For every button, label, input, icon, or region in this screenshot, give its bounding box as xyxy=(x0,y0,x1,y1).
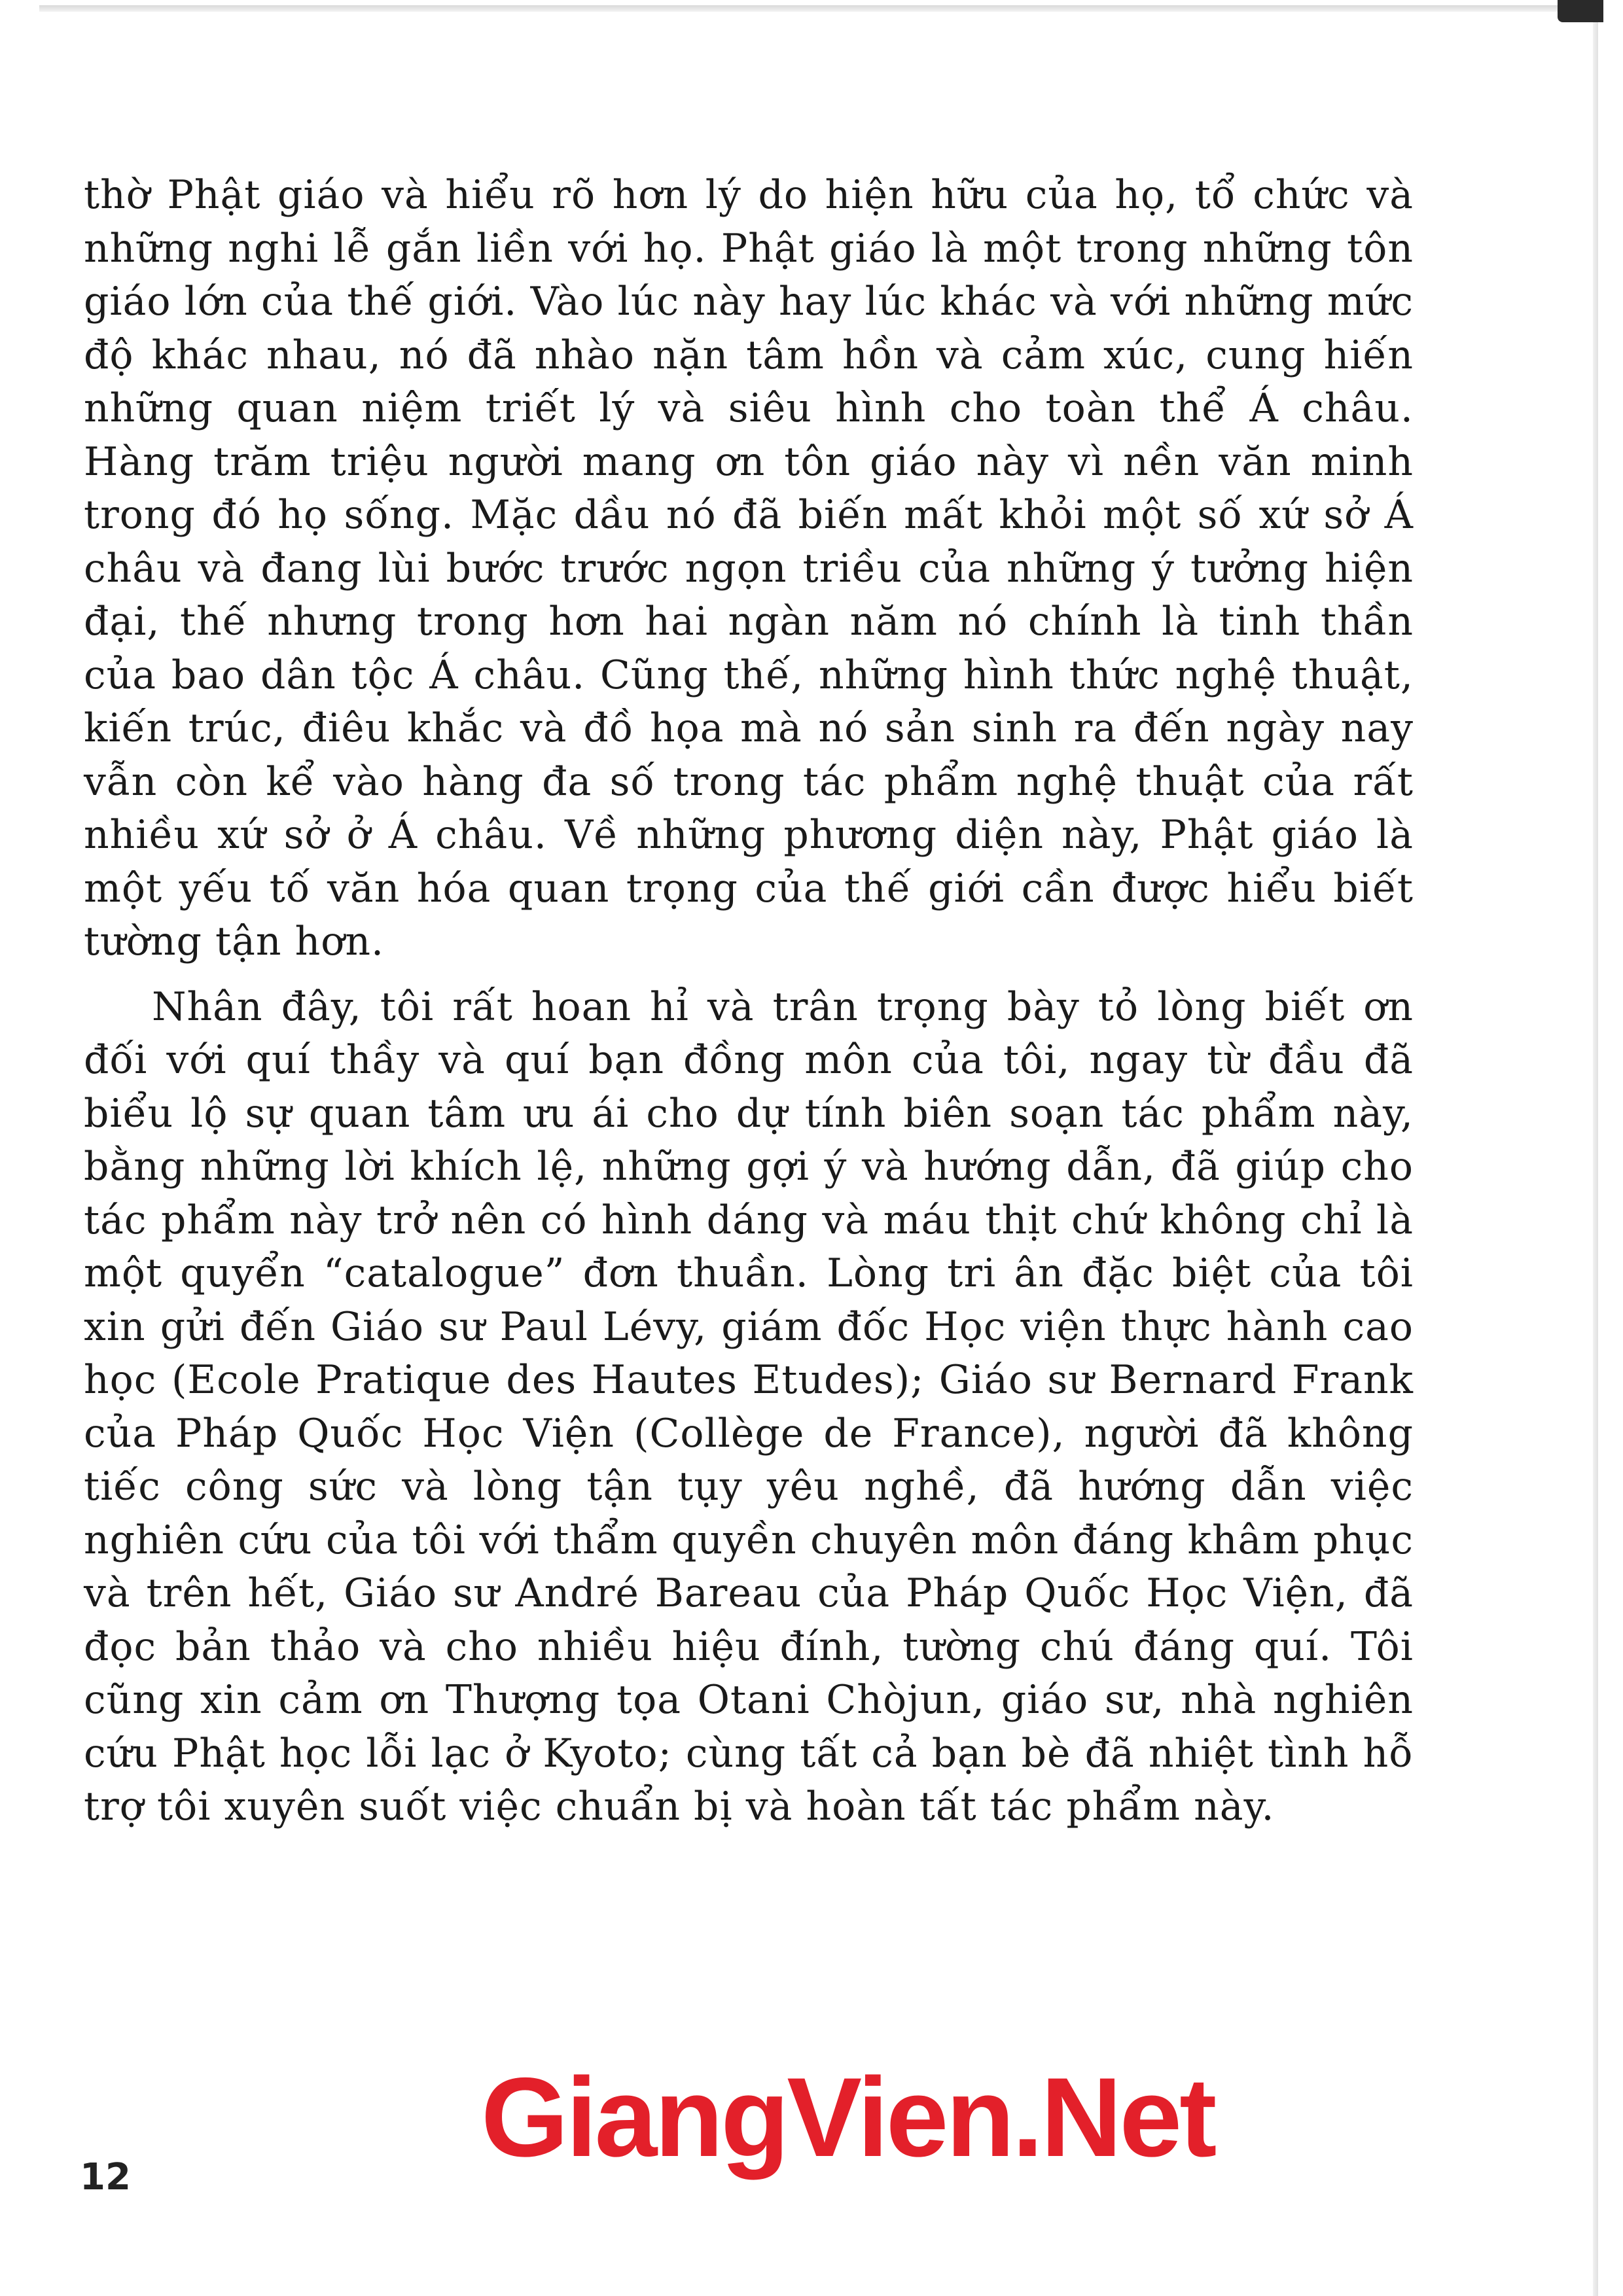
body-text xyxy=(84,169,1414,1834)
scan-corner-mark xyxy=(1558,0,1603,22)
page-top-edge xyxy=(39,5,1590,12)
paragraph-2: Nhân đây, tôi rất hoan hỉ và trân trọng bày tỏ lòng biết ơn đối với quí thầy và quí bạn đồng môn của tôi, ngay từ đầu đã biểu lộ sự quan tâm ưu ái cho dự tính biên soạn tác phẩm này, bằng những lời khích lệ, những gợi ý và hướng dẫn, đã giúp cho tác phẩm này trở nên có hình dáng và máu thịt chứ không chỉ là một quyển “catalogue” đơn thuần. Lòng tri ân đặc biệt của tôi xin gửi đến Giáo sư Paul Lévy, giám đốc Học viện thực hành cao học (Ecole Pratique des Hautes Etudes); Giáo sư Bernard Frank của Pháp Quốc Học Viện (Collège de France), người đã không tiếc công sức và lòng tận tụy yêu nghề, đã hướng dẫn việc nghiên cứu của tôi với thẩm quyền chuyên môn đáng khâm phục và trên hết, Giáo sư André Bareau của Pháp Quốc Học Viện, đã đọc bản thảo và cho nhiều hiệu đính, tường chú đáng quí. Tôi cũng xin cảm ơn Thượng tọa Otani Chòjun, giáo sư, nhà nghiên cứu Phật học lỗi lạc ở Kyoto; cùng tất cả bạn bè đã nhiệt tình hỗ trợ tôi xuyên suốt việc chuẩn bị và hoàn tất tác phẩm này. xyxy=(84,983,1414,1829)
page-number: 12 xyxy=(80,2156,131,2199)
page-right-edge xyxy=(1593,0,1598,2296)
paragraph-1: thờ Phật giáo và hiểu rõ hơn lý do hiện hữu của họ, tổ chức và những nghi lễ gắn liền với họ. Phật giáo là một trong những tôn giáo lớn của thế giới. Vào lúc này hay lúc khác và với những mức độ khác nhau, nó đã nhào nặn tâm hồn và cảm xúc, cung hiến những quan niệm triết lý và siêu hình cho toàn thể Á châu. Hàng trăm triệu người mang ơn tôn giáo này vì nền văn minh trong đó họ sống. Mặc dầu nó đã biến mất khỏi một số xứ sở Á châu và đang lùi bước trước ngọn triều của những ý tưởng hiện đại, thế nhưng trong hơn hai ngàn năm nó chính là tinh thần của bao dân tộc Á châu. Cũng thế, những hình thức nghệ thuật, kiến trúc, điêu khắc và đồ họa mà nó sản sinh ra đến ngày nay vẫn còn kể vào hàng đa số trong tác phẩm nghệ thuật của rất nhiều xứ sở ở Á châu. Về những phương diện này, Phật giáo là một yếu tố văn hóa quan trọng của thế giới cần được hiểu biết tường tận hơn. xyxy=(84,172,1414,964)
site-watermark: GiangVien.Net xyxy=(481,2055,1215,2180)
